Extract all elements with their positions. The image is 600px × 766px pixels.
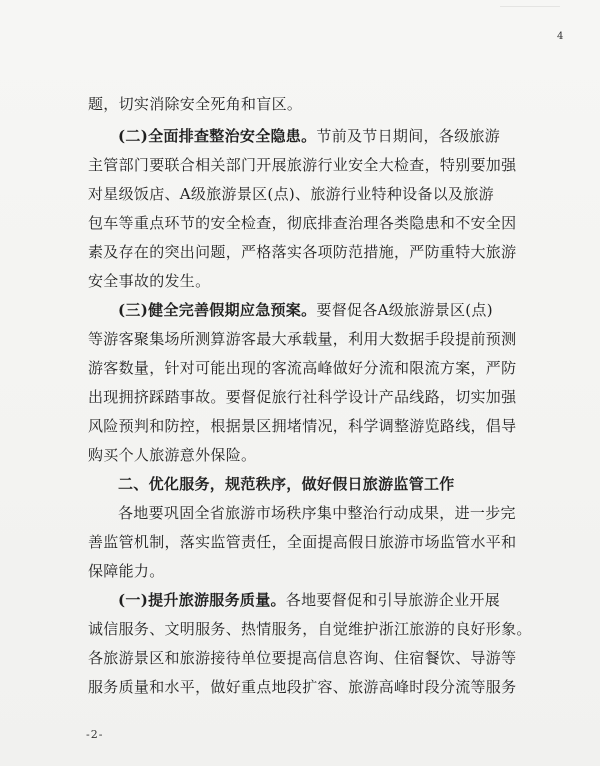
text-line [118, 300, 518, 320]
section-heading: (二)全面排查整治安全隐患。 [118, 127, 317, 145]
text-line: 保障能力。 [88, 562, 165, 580]
text-line: 安全事故的发生。 [88, 272, 211, 290]
text-line: 服务质量和水平，做好重点地段扩容、旅游高峰时段分流等服务 [88, 678, 517, 696]
text-line: 风险预判和防控，根据景区拥堵情况，科学调整游览路线，倡导 [88, 417, 517, 435]
text-line: 游客数量，针对可能出现的客流高峰做好分流和限流方案，严防 [88, 359, 517, 377]
text-fragment: 节前及节日期间，各级旅游 [316, 127, 501, 145]
text-line: 素及存在的突出问题，严格落实各项防范措施，严防重特大旅游 [88, 243, 517, 261]
section-heading: (一)提升旅游服务质量。 [118, 591, 286, 609]
text-fragment: 各地要督促和引导旅游企业开展 [285, 591, 500, 609]
page-number: -2- [86, 728, 104, 741]
chapter-heading: 二、优化服务，规范秩序，做好假日旅游监管工作 [118, 475, 455, 493]
text-line: 善监管机制，落实监管责任，全面提高假日旅游市场监管水平和 [88, 533, 517, 551]
text-line: 包车等重点环节的安全检查，彻底排查治理各类隐患和不安全因 [88, 214, 517, 232]
text-line: 各地要巩固全省旅游市场秩序集中整治行动成果，进一步完 [118, 504, 516, 522]
text-line: 诚信服务、文明服务、热情服务，自觉维护浙江旅游的良好形象。 [88, 620, 532, 638]
text-line: 各旅游景区和旅游接待单位要提高信息咨询、住宿餐饮、导游等 [88, 649, 517, 667]
text-line: 对星级饭店、A级旅游景区(点)、旅游行业特种设备以及旅游 [88, 185, 494, 203]
text-line: 主管部门要联合相关部门开展旅游行业安全大检查，特别要加强 [88, 156, 517, 174]
text-fragment: 要督促各A级旅游景区(点) [316, 301, 493, 319]
text-line: 出现拥挤踩踏事故。要督促旅行社科学设计产品线路，切实加强 [88, 388, 517, 406]
corner-mark: 4 [557, 31, 564, 42]
scan-edge-mark [500, 0, 560, 7]
text-line [118, 590, 518, 610]
text-line [118, 126, 518, 146]
text-line: 等游客聚集场所测算游客最大承载量，利用大数据手段提前预测 [88, 330, 517, 348]
text-line: 题，切实消除安全死角和盲区。 [88, 95, 303, 113]
section-heading: (三)健全完善假期应急预案。 [118, 301, 317, 319]
text-line: 购买个人旅游意外保险。 [88, 446, 257, 464]
